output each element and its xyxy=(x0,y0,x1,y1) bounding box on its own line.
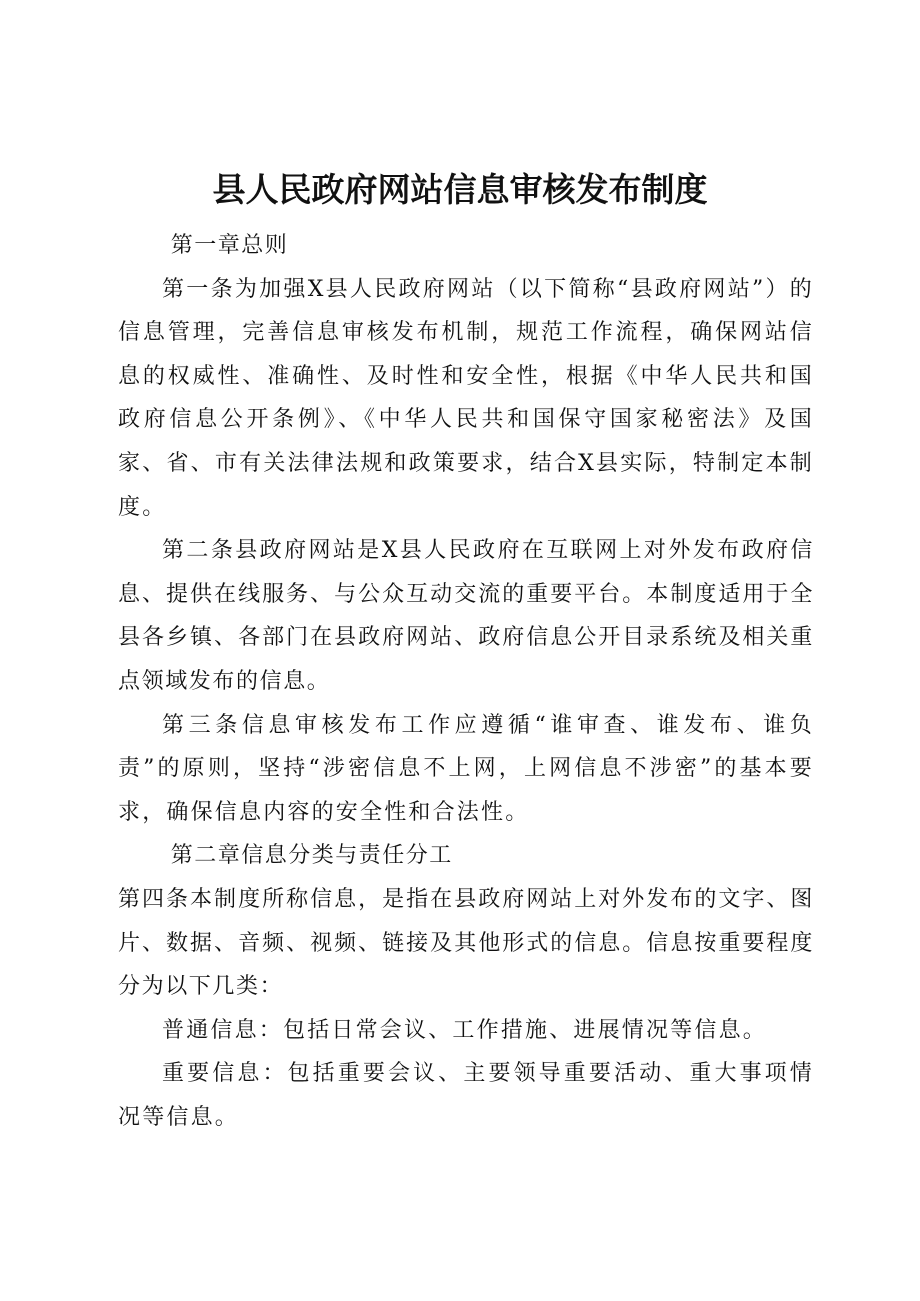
list-item: 普通信息：包括日常会议、工作措施、进展情况等信息。 xyxy=(162,1017,768,1043)
article-paragraph: 第三条信息审核发布工作应遵循“谁审查、谁发布、谁负责”的原则，坚持“涉密信息不上网，上网信息不涉密”的基本要求，确保信息内容的安全性和合法性。 xyxy=(118,712,814,825)
chapter-heading: 第二章信息分类与责任分工 xyxy=(170,843,453,869)
document-title: 县人民政府网站信息审核发布制度 xyxy=(212,170,708,209)
article-paragraph: 第一条为加强X县人民政府网站（以下简称“县政府网站”）的信息管理，完善信息审核发布机制，规范工作流程，确保网站信息的权威性、准确性、及时性和安全性，根据《中华人民共和国政府信息公开条例》、《中华人民共和国保守国家秘密法》及国家、省、市有关法律法规和政策要求，结合X县实际，特制定本制度。 xyxy=(118,276,814,520)
article-paragraph: 第四条本制度所称信息，是指在县政府网站上对外发布的文字、图片、数据、音频、视频、链接及其他形式的信息。信息按重要程度分为以下几类： xyxy=(118,886,814,1000)
document-body xyxy=(118,224,814,1139)
article-paragraph: 第二条县政府网站是X县人民政府在互联网上对外发布政府信息、提供在线服务、与公众互动交流的重要平台。本制度适用于全县各乡镇、各部门在县政府网站、政府信息公开目录系统及相关重点领域发布的信息。 xyxy=(118,538,814,694)
chapter-heading: 第一章总则 xyxy=(170,233,289,258)
list-item: 重要信息：包括重要会议、主要领导重要活动、重大事项情况等信息。 xyxy=(118,1061,814,1130)
